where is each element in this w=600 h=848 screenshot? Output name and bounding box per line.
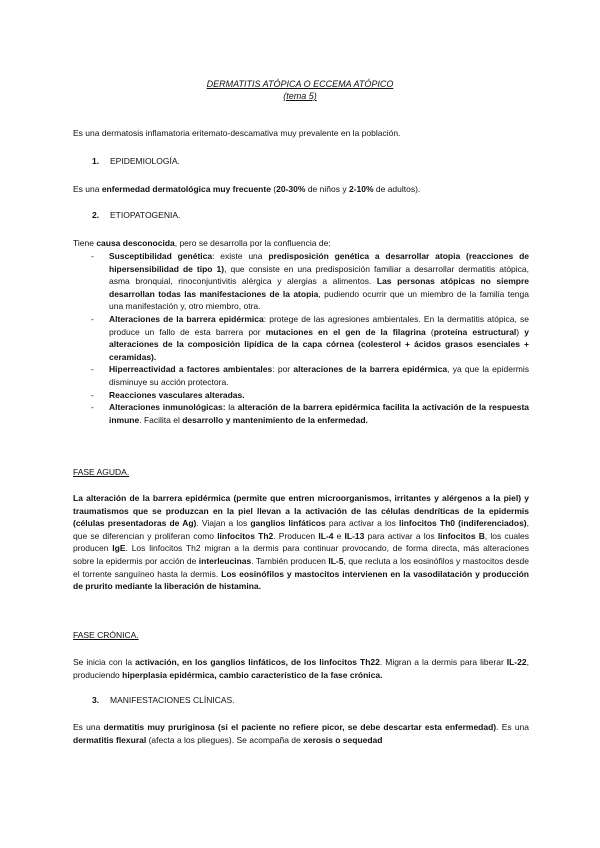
section-heading-manifestaciones: 3. MANIFESTACIONES CLÍNICAS. bbox=[92, 695, 235, 705]
section-heading-etiopatogenia: 2. ETIOPATOGENIA. bbox=[92, 210, 181, 220]
list-item: - Alteraciones de la barrera epidérmica: protege de las agresiones ambientales. En la dermatitis atópica, se produce un fallo de esta barrera por mutaciones en el gen de la filagrina (proteína estructural) y alteraciones de la composición lipídica de la capa córnea (colesterol + ácidos grasos esenciales + ceramidas). bbox=[91, 313, 529, 362]
manifestaciones-paragraph: Es una dermatitis muy pruriginosa (si el paciente no refiere picor, se debe descartar esta enfermedad). Es una dermatitis flexural (afecta a los pliegues). Se acompaña de xerosis o sequedad bbox=[73, 722, 530, 745]
fase-aguda-title: FASE AGUDA. bbox=[73, 467, 130, 477]
list-item: - Hiperreactividad a factores ambientales: por alteraciones de la barrera epidérmica, ya que la epidermis disminuye su acción protectora. bbox=[91, 364, 530, 387]
fase-cronica-paragraph: Se inicia con la activación, en los ganglios linfáticos, de los linfocitos Th22. Migran a la dermis para liberar IL-22, produciendo hiperplasia epidérmica, cambio característico de la fase crónica. bbox=[73, 657, 530, 680]
fase-aguda-paragraph: La alteración de la barrera epidérmica (permite que entren microorganismos, irritantes y alérgenos a la piel) y traumatismos que se produzcan en la piel llevan a la activación de las células dendríticas de la epidermis (células presentadoras de Ag). Viajan a los ganglios linfáticos para activar a los linfocitos Th0 (indiferenciados), que se diferencian y proliferan como linfocitos Th2. Producen IL-4 e IL-13 para activar a los linfocitos B, los cuales producen IgE. Los linfocitos Th2 migran a la dermis para continuar provocando, de forma directa, más alteraciones sobre la epidermis por acción de interleucinas. También producen IL-5, que recluta a los eosinófilos y mastocitos desde el torrente sanguíneo hasta la dermis. Los eosinófilos y mastocitos intervienen en la vasodilatación y producción de prurito mediante la liberación de histamina. bbox=[73, 493, 530, 592]
etiopatogenia-list bbox=[73, 250, 529, 426]
title-line-1: DERMATITIS ATÓPICA O ECCEMA ATÓPICO bbox=[206, 79, 394, 89]
list-item: - Reacciones vasculares alteradas. bbox=[91, 389, 245, 400]
etiopatogenia-intro: Tiene causa desconocida, pero se desarrolla por la confluencia de: bbox=[73, 238, 331, 248]
intro-paragraph: Es una dermatosis inflamatoria eritemato-descamativa muy prevalente en la población. bbox=[73, 128, 401, 138]
list-item: - Alteraciones inmunológicas: la alteración de la barrera epidérmica facilita la activación de la respuesta inmune. Facilita el desarrollo y mantenimiento de la enfermedad. bbox=[91, 402, 529, 425]
list-item: - Susceptibilidad genética: existe una predisposición genética a desarrollar atopia (reacciones de hipersensibilidad de tipo 1), que consiste en una predisposición familiar a desarrollar dermatitis atópica, asma bronquial, rinoconjuntivitis alérgica y alergias a alimentos. Las personas atópicas no siempre desarrollan todas las manifestaciones de la atopia, pudiendo ocurrir que un miembro de la familia tenga una manifestación y, otro miembro, otra. bbox=[91, 251, 530, 312]
fase-cronica-title: FASE CRÓNICA. bbox=[73, 630, 139, 640]
document-title bbox=[0, 78, 600, 102]
title-line-2: (tema 5) bbox=[283, 91, 317, 101]
epidemiologia-paragraph: Es una enfermedad dermatológica muy frecuente (20-30% de niños y 2-10% de adultos). bbox=[73, 184, 421, 194]
section-heading-epidemiologia: 1. EPIDEMIOLOGÍA. bbox=[92, 156, 180, 166]
